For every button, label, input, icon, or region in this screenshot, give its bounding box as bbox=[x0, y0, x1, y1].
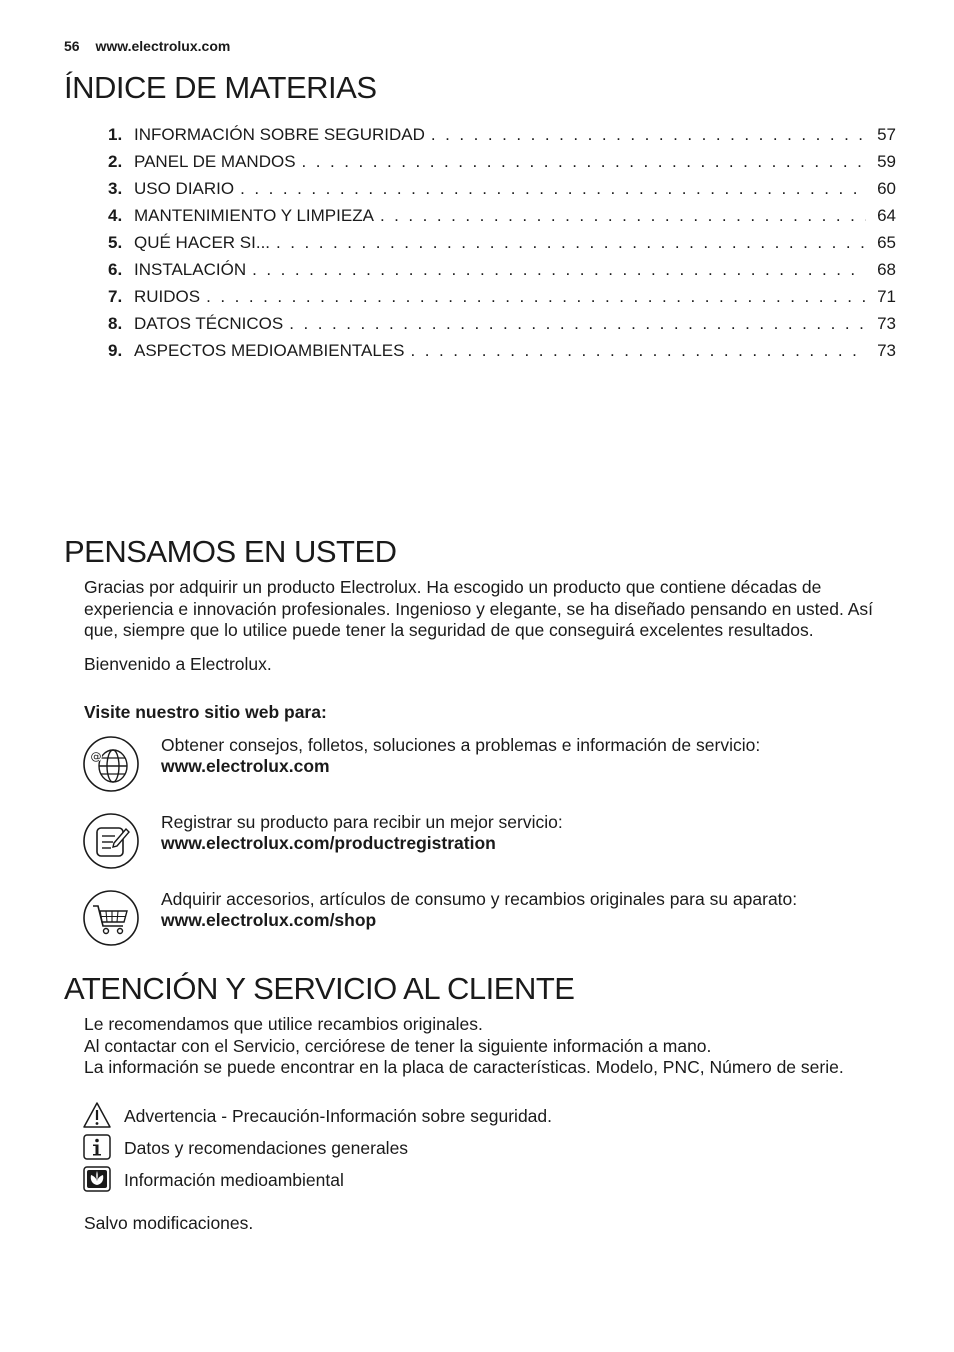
toc-entry[interactable] bbox=[108, 179, 896, 206]
toc-entry-page: 71 bbox=[877, 287, 896, 306]
service-line: Le recomendamos que utilice recambios originales. bbox=[84, 1014, 483, 1034]
toc-entry-title: QUÉ HACER SI... bbox=[134, 233, 271, 252]
toc-entry-page: 68 bbox=[877, 260, 896, 279]
toc-dot-leader bbox=[411, 341, 867, 361]
toc-dot-leader bbox=[431, 125, 866, 145]
info-icon bbox=[82, 1133, 112, 1161]
symbol-warning-row bbox=[82, 1101, 902, 1131]
web-item-shop bbox=[82, 889, 902, 949]
toc-entry-number: 1. bbox=[108, 125, 123, 144]
globe-icon bbox=[82, 735, 140, 793]
page-header bbox=[64, 38, 230, 54]
registration-link[interactable]: www.electrolux.com/productregistration bbox=[161, 833, 496, 853]
toc-entry-number: 3. bbox=[108, 179, 123, 198]
toc-entry-page: 73 bbox=[877, 341, 896, 360]
toc-entry-page: 73 bbox=[877, 314, 896, 333]
toc-title: ÍNDICE DE MATERIAS bbox=[64, 70, 377, 105]
web-item-description: Registrar su producto para recibir un mejor servicio: bbox=[161, 812, 563, 832]
toc-entry-number: 5. bbox=[108, 233, 123, 252]
toc-dot-leader bbox=[206, 287, 866, 307]
service-line: Al contactar con el Servicio, cerciórese de tener la siguiente información a mano. bbox=[84, 1035, 712, 1056]
toc-entry[interactable] bbox=[108, 152, 896, 179]
toc-entry-page: 57 bbox=[877, 125, 896, 144]
web-item-description: Obtener consejos, folletos, soluciones a problemas e información de servicio: bbox=[161, 735, 761, 755]
footer-note: Salvo modificaciones. bbox=[84, 1213, 254, 1233]
toc-entry-title: INFORMACIÓN SOBRE SEGURIDAD bbox=[134, 125, 425, 144]
shop-link[interactable]: www.electrolux.com/shop bbox=[161, 910, 377, 930]
toc-entry[interactable] bbox=[108, 341, 896, 368]
toc-entry[interactable] bbox=[108, 260, 896, 287]
toc-entry-page: 60 bbox=[877, 179, 896, 198]
welcome-text: Bienvenido a Electrolux. bbox=[84, 654, 272, 674]
svg-text:@: @ bbox=[90, 750, 102, 763]
toc-entry-page: 65 bbox=[877, 233, 896, 252]
toc-entry-title: ASPECTOS MEDIOAMBIENTALES bbox=[134, 341, 405, 360]
toc-entry-number: 4. bbox=[108, 206, 123, 225]
environment-icon bbox=[82, 1165, 112, 1193]
toc-dot-leader bbox=[302, 152, 866, 172]
registration-form-icon bbox=[82, 812, 140, 870]
toc-entry-page: 64 bbox=[877, 206, 896, 225]
service-paragraph bbox=[84, 1014, 904, 1079]
support-link[interactable]: www.electrolux.com bbox=[161, 756, 330, 776]
toc-entry-title: INSTALACIÓN bbox=[134, 260, 247, 279]
toc-entry[interactable] bbox=[108, 287, 896, 314]
toc-dot-leader bbox=[380, 206, 866, 226]
toc-entry-title: MANTENIMIENTO Y LIMPIEZA bbox=[134, 206, 374, 225]
warning-icon bbox=[82, 1101, 112, 1129]
page-number: 56 bbox=[64, 38, 80, 54]
symbol-label: Datos y recomendaciones generales bbox=[124, 1138, 409, 1158]
toc-entry-number: 9. bbox=[108, 341, 123, 360]
toc-entry-title: USO DIARIO bbox=[134, 179, 235, 198]
toc-entry[interactable] bbox=[108, 206, 896, 233]
header-website[interactable]: www.electrolux.com bbox=[95, 38, 231, 54]
visit-heading: Visite nuestro sitio web para: bbox=[84, 702, 327, 722]
symbol-label: Advertencia - Precaución-Información sobre seguridad. bbox=[124, 1106, 552, 1126]
web-item-description: Adquirir accesorios, artículos de consumo y recambios originales para su aparato: bbox=[161, 889, 798, 909]
intro-title: PENSAMOS EN USTED bbox=[64, 534, 397, 569]
toc-dot-leader bbox=[289, 314, 866, 334]
toc-entry-page: 59 bbox=[877, 152, 896, 171]
toc-dot-leader bbox=[252, 260, 866, 280]
toc-entry-title: RUIDOS bbox=[134, 287, 201, 306]
shopping-cart-icon bbox=[82, 889, 140, 947]
toc-entry-title: DATOS TÉCNICOS bbox=[134, 314, 284, 333]
toc-entry-number: 8. bbox=[108, 314, 123, 333]
symbol-info-row bbox=[82, 1133, 902, 1163]
toc-entry[interactable] bbox=[108, 125, 896, 152]
table-of-contents bbox=[108, 125, 896, 368]
toc-dot-leader bbox=[240, 179, 866, 199]
toc-entry[interactable] bbox=[108, 314, 896, 341]
service-line: La información se puede encontrar en la placa de características. Modelo, PNC, Número de serie. bbox=[84, 1057, 844, 1077]
toc-entry-title: PANEL DE MANDOS bbox=[134, 152, 296, 171]
service-title: ATENCIÓN Y SERVICIO AL CLIENTE bbox=[64, 971, 575, 1006]
intro-paragraph: Gracias por adquirir un producto Electrolux. Ha escogido un producto que contiene décadas de experiencia e innovación profesionales. Ingenioso y elegante, se ha diseñado pensando en usted. Así que, siempre que lo utilice puede tener la seguridad de que conseguirá excelentes resultados. bbox=[84, 577, 874, 640]
toc-entry-number: 2. bbox=[108, 152, 123, 171]
web-item-support bbox=[82, 735, 902, 795]
symbol-label: Información medioambiental bbox=[124, 1170, 344, 1190]
toc-entry[interactable] bbox=[108, 233, 896, 260]
symbol-environment-row bbox=[82, 1165, 902, 1195]
web-item-registration bbox=[82, 812, 902, 872]
toc-dot-leader bbox=[276, 233, 866, 253]
toc-entry-number: 6. bbox=[108, 260, 123, 279]
toc-entry-number: 7. bbox=[108, 287, 123, 306]
